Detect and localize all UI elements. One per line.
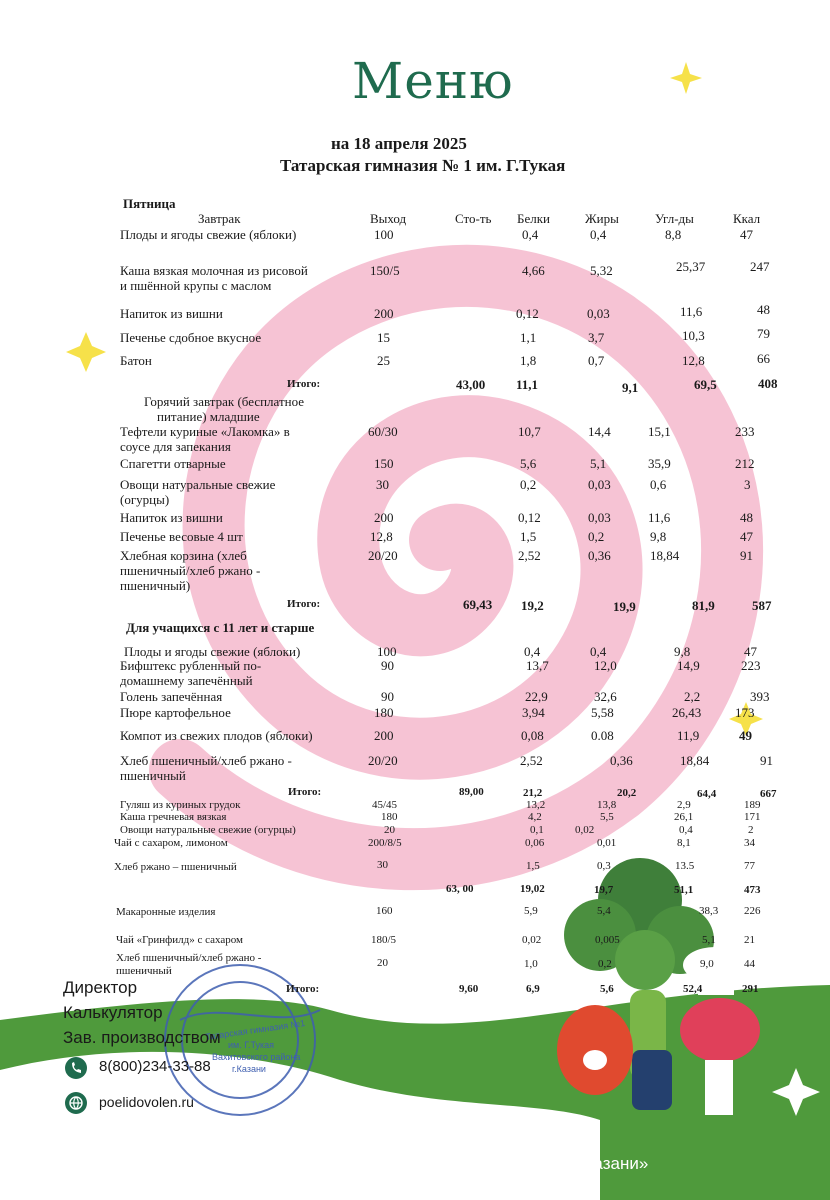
header-name: Завтрак [198,211,241,226]
row-prot: 0,4 [522,227,539,242]
row-kcal: 79 [757,326,770,341]
row-out: 20/20 [368,753,398,768]
row-prot: 1,5 [520,529,537,544]
stamp-text: Вахитовского района [212,1052,301,1062]
row-kcal: 48 [740,510,753,525]
row-name: Макаронные изделия [116,906,216,918]
header-cost: Сто-ть [455,211,492,226]
total-cost: 9,60 [459,983,479,995]
total-prot: 21,2 [523,787,543,799]
row-fat: 0,03 [588,510,611,525]
total-label: Итого: [286,983,320,995]
row-carb: 18,84 [680,753,710,768]
row-prot: 0,08 [521,728,544,743]
row-kcal: 49 [739,728,752,743]
row-carb: 12,8 [682,353,705,368]
row-fat: 0,36 [610,753,633,768]
row-name: Хлеб ржано – пшеничный [114,861,237,873]
row-carb: 8,1 [677,837,691,849]
row-fat: 32,6 [594,689,617,704]
row-prot: 0,12 [516,306,539,321]
row-fat: 5,1 [590,456,607,471]
row-carb: 35,9 [648,456,671,471]
row-carb: 11,9 [677,728,700,743]
row-carb: 14,9 [677,658,700,673]
total-fat: 20,2 [617,787,637,799]
row-out: 90 [381,689,394,704]
row-out: 30 [376,477,389,492]
globe-icon [65,1092,87,1114]
row-prot: 22,9 [525,689,548,704]
row-name: Гуляш из куриных грудок [120,799,241,811]
header-carb: Угл-ды [655,211,694,226]
row-name: Печенье весовые 4 шт [120,529,243,544]
row-prot: 5,9 [524,905,538,917]
total-cost: 43,00 [456,377,486,392]
row-carb: 26,1 [674,811,694,823]
row-name: Напиток из вишни [120,306,223,321]
row-fat: 5,5 [600,811,614,823]
total-fat: 19,7 [594,884,614,896]
menu-title: Меню [352,52,514,110]
row-kcal: 91 [760,753,773,768]
row-name: Пюре картофельное [120,705,231,720]
row-name: Хлебная корзина (хлеб [120,548,247,563]
row-name-cont: пшеничный [120,768,186,783]
row-name: Батон [120,353,152,368]
row-name: Компот из свежих плодов (яблоки) [120,728,313,743]
total-cost: 89,00 [459,786,484,798]
row-kcal: 189 [744,799,761,811]
row-out: 100 [377,644,397,659]
row-prot: 1,1 [520,330,537,345]
header-kcal: Ккал [733,211,761,226]
row-name: Печенье сдобное вкусное [120,330,262,345]
phone-icon [65,1057,87,1079]
total-label: Итого: [288,786,322,798]
total-carb: 81,9 [692,598,715,613]
row-kcal: 77 [744,860,755,872]
row-out: 20/20 [368,548,398,563]
row-name: Каша вязкая молочная из рисовой [120,263,308,278]
row-out: 200 [374,728,394,743]
row-carb: 9,8 [650,529,667,544]
row-kcal: 171 [744,811,761,823]
row-kcal: 393 [750,689,770,704]
row-fat: 0,03 [588,477,611,492]
row-kcal: 66 [757,351,770,366]
row-prot: 2,52 [518,548,541,563]
row-out: 20 [377,957,388,969]
row-out: 200 [374,510,394,525]
row-name: Бифштекс рубленный по- [120,658,262,673]
row-out: 25 [377,353,390,368]
row-fat: 0,3 [597,860,611,872]
row-fat: 0,4 [590,227,607,242]
header-fat: Жиры [585,211,619,226]
row-out: 12,8 [370,529,393,544]
row-fat: 0,005 [595,934,620,946]
phone-number[interactable]: 8(800)234-33-88 [99,1058,211,1075]
row-carb: 2,2 [684,689,701,704]
row-carb: 2,9 [677,799,691,811]
row-name: Плоды и ягоды свежие (яблоки) [120,227,297,242]
row-out: 60/30 [368,424,398,439]
row-name-cont: (огурцы) [120,492,170,507]
stamp-text: Татарская гимназия №1 [204,1018,306,1042]
row-out: 160 [376,905,393,917]
row-fat: 0,2 [598,958,612,970]
row-carb: 11,6 [680,304,703,319]
row-kcal: 226 [744,905,761,917]
row-out: 100 [374,227,394,242]
row-prot: 13,7 [526,658,549,673]
row-kcal: 2 [748,824,754,836]
row-fat: 0,36 [588,548,611,563]
total-fat: 9,1 [622,380,639,395]
row-fat: 13,8 [597,799,617,811]
row-name: Овощи натуральные свежие (огурцы) [120,824,296,836]
row-prot: 0,2 [520,477,537,492]
row-out: 150/5 [370,263,400,278]
total-fat: 5,6 [600,983,614,995]
department-name: АО «Департамент продовольствия и социального питания г. Казани» [103,1154,649,1173]
row-fat: 5,32 [590,263,613,278]
row-fat: 0,01 [597,837,617,849]
total-kcal: 408 [758,376,778,391]
director-label: Директор [63,978,138,997]
row-out: 20 [384,824,395,836]
row-carb: 8,8 [665,227,682,242]
stamp-text: им. Г.Тукая [228,1040,274,1050]
website-link[interactable]: poelidovolen.ru [99,1094,194,1110]
row-carb: 11,6 [648,510,671,525]
total-prot: 19,2 [521,598,544,613]
total-prot: 11,1 [516,377,539,392]
row-fat: 0,4 [590,644,607,659]
total-cost: 63, 00 [446,883,474,895]
row-name-cont: и пшённой крупы с маслом [120,278,272,293]
total-prot: 6,9 [526,983,540,995]
row-carb: 9,0 [700,958,714,970]
row-out: 200/8/5 [368,837,402,849]
header-out: Выход [370,211,407,226]
total-carb: 52,4 [683,983,703,995]
row-prot: 1,5 [526,860,540,872]
row-fat: 5,58 [591,705,614,720]
row-name: Хлеб пшеничный/хлеб ржано - [120,753,292,768]
row-out: 90 [381,658,394,673]
row-name: Тефтели куриные «Лакомка» в [120,424,290,439]
row-kcal: 247 [750,259,770,274]
row-name-cont: домашнему запечённый [120,673,253,688]
row-carb: 13.5 [675,860,695,872]
row-prot: 10,7 [518,424,541,439]
row-fat: 3,7 [588,330,605,345]
row-out: 180 [374,705,394,720]
row-kcal: 3 [744,477,751,492]
mascot-illustration [557,858,760,1115]
row-name: Чай с сахаром, лимоном [114,837,228,849]
row-carb: 9,8 [674,644,691,659]
row-prot: 4,2 [528,811,542,823]
row-fat: 0,2 [588,529,605,544]
row-name: Напиток из вишни [120,510,223,525]
row-kcal: 21 [744,934,755,946]
section-header: Для учащихся с 11 лет и старше [126,620,315,635]
row-kcal: 223 [741,658,761,673]
row-fat: 14,4 [588,424,611,439]
row-carb: 18,84 [650,548,680,563]
row-prot: 3,94 [522,705,545,720]
row-fat: 12,0 [594,658,617,673]
row-prot: 13,2 [526,799,546,811]
row-name: Овощи натуральные свежие [120,477,276,492]
row-name: Чай «Гринфилд» с сахаром [116,934,243,946]
school-name: Татарская гимназия № 1 им. Г.Тукая [280,156,566,175]
row-prot: 0,1 [530,824,544,836]
row-carb: 0,6 [650,477,667,492]
row-carb: 25,37 [676,259,706,274]
row-kcal: 34 [744,837,755,849]
row-prot: 2,52 [520,753,543,768]
row-name: Хлеб пшеничный/хлеб ржано - [116,952,262,964]
row-kcal: 233 [735,424,755,439]
row-name-cont: пшеничный/хлеб ржано - [120,563,261,578]
row-carb: 26,43 [672,705,702,720]
row-name: Голень запечённая [120,689,223,704]
row-prot: 1,8 [520,353,537,368]
section-header: Горячий завтрак (бесплатное [144,394,305,409]
row-kcal: 44 [744,958,755,970]
row-out: 200 [374,306,394,321]
row-fat: 0,02 [575,824,595,836]
row-fat: 0,03 [587,306,610,321]
header-prot: Белки [517,211,550,226]
row-name-cont: соусе для запекания [120,439,231,454]
row-fat: 0,7 [588,353,605,368]
stamp-text: г.Казани [232,1064,266,1074]
section-header-cont: питание) младшие [157,409,260,424]
row-carb: 0,4 [679,824,693,836]
pink-spiral [180,276,732,859]
total-label: Итого: [287,598,321,610]
row-carb: 10,3 [682,328,705,343]
row-prot: 0,4 [524,644,541,659]
total-kcal: 291 [742,983,759,995]
row-carb: 38,3 [699,905,719,917]
row-out: 150 [374,456,394,471]
chief-label: Зав. производством [63,1028,221,1047]
row-name: Спагетти отварные [120,456,226,471]
row-kcal: 47 [740,529,753,544]
row-out: 180 [381,811,398,823]
day-label: Пятница [123,196,176,211]
row-prot: 5,6 [520,456,537,471]
row-kcal: 91 [740,548,753,563]
row-prot: 0,12 [518,510,541,525]
total-fat: 19,9 [613,599,636,614]
row-kcal: 47 [744,644,757,659]
row-prot: 1,0 [524,958,538,970]
row-out: 15 [377,330,390,345]
row-prot: 4,66 [522,263,545,278]
row-name-cont: пшеничный [116,965,172,977]
row-kcal: 173 [735,705,755,720]
row-out: 45/45 [372,799,398,811]
row-out: 180/5 [371,934,397,946]
total-label: Итого: [287,378,321,390]
row-kcal: 212 [735,456,755,471]
row-name-cont: пшеничный) [120,578,191,593]
row-fat: 0.08 [591,728,614,743]
row-name: Плоды и ягоды свежие (яблоки) [124,644,301,659]
date-line: на 18 апреля 2025 [331,134,467,153]
row-kcal: 48 [757,302,770,317]
row-kcal: 47 [740,227,753,242]
row-prot: 0,06 [525,837,545,849]
total-prot: 19,02 [520,883,545,895]
total-cost: 69,43 [463,597,493,612]
total-carb: 51,1 [674,884,694,896]
total-kcal: 587 [752,598,772,613]
row-prot: 0,02 [522,934,542,946]
total-carb: 69,5 [694,377,717,392]
total-carb: 64,4 [697,788,717,800]
row-carb: 5,1 [702,934,716,946]
total-kcal: 473 [744,884,761,896]
calculator-label: Калькулятор [63,1003,163,1022]
total-kcal: 667 [760,788,777,800]
row-carb: 15,1 [648,424,671,439]
row-fat: 5,4 [597,905,611,917]
row-name: Каша гречневая вязкая [120,811,227,823]
row-out: 30 [377,859,388,871]
